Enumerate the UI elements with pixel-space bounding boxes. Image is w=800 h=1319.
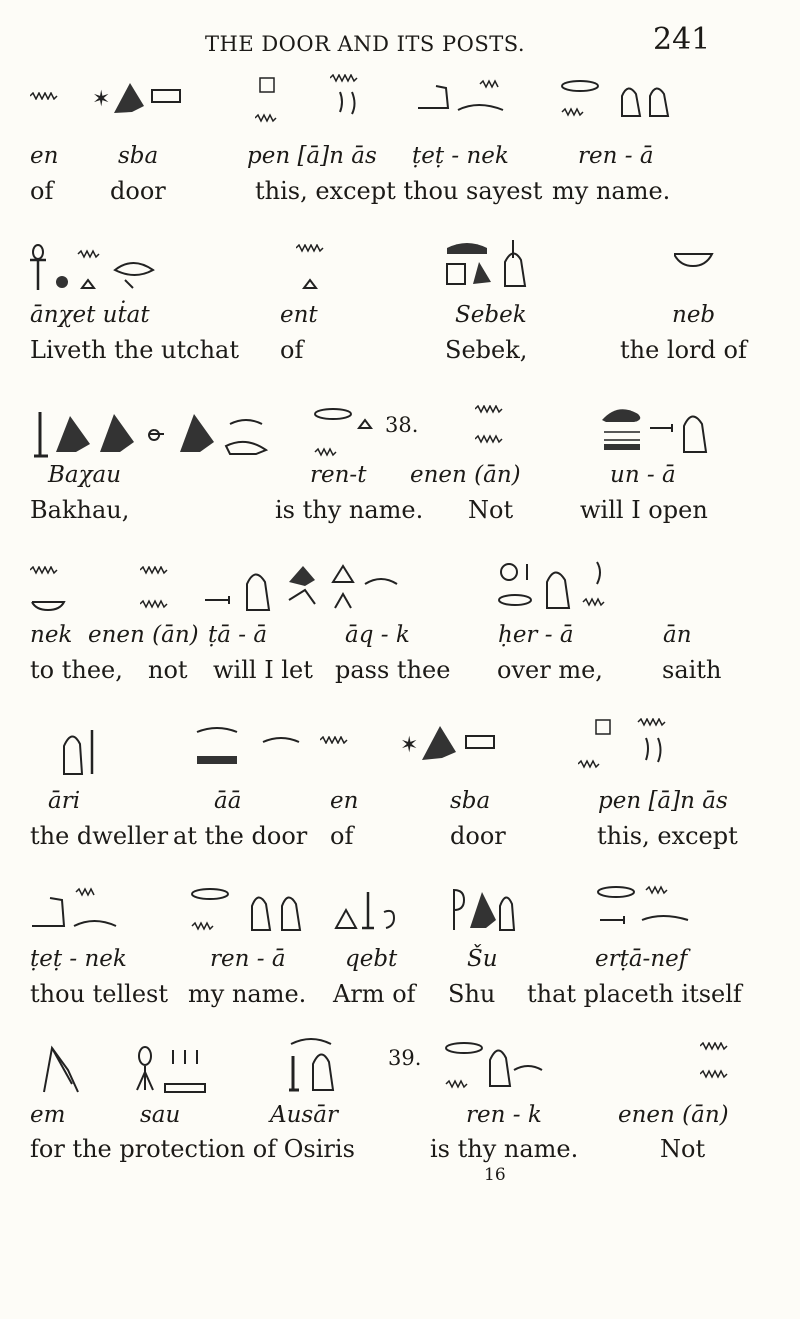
mat-stool-glyph xyxy=(255,76,315,124)
translit-word: en xyxy=(30,143,59,169)
translit-word: ren - ā xyxy=(210,946,286,972)
translit-word: en xyxy=(330,788,359,814)
translation-word: my name. xyxy=(188,980,307,1008)
eye-man-glyph xyxy=(60,722,104,778)
translit-word: ren-t xyxy=(310,462,367,488)
translation-word: to thee, xyxy=(30,656,123,684)
bakhau-glyph-group xyxy=(30,404,270,462)
basket-glyph xyxy=(674,252,714,268)
translit-word: enen (ān) xyxy=(410,462,521,488)
reed-leaf-glyph xyxy=(330,74,380,122)
translation-word: of xyxy=(330,822,354,850)
mouth-man-snake-glyph xyxy=(444,1040,544,1090)
translation-word: saith xyxy=(662,656,722,684)
translation-word: Bakhau, xyxy=(30,496,130,524)
translit-word: ṭeṭ - nek xyxy=(412,143,509,169)
svg-text:✶: ✶ xyxy=(400,733,419,758)
translation-word: that placeth itself xyxy=(527,980,742,1008)
translation-word: of xyxy=(30,177,54,205)
translation-word: door xyxy=(450,822,506,850)
star-bird-door-glyph xyxy=(400,720,500,764)
translit-word: neb xyxy=(672,302,716,328)
translit-word: sba xyxy=(118,143,159,169)
translit-word: pen [ā]n ās xyxy=(598,788,728,814)
translit-word: ren - ā xyxy=(578,143,654,169)
water-basket-glyph xyxy=(30,566,70,612)
translation-word: not xyxy=(148,656,188,684)
translation-word: Shu xyxy=(448,980,496,1008)
translit-word: āq - k xyxy=(345,622,410,648)
translit-word: Šu xyxy=(467,946,498,972)
svg-text:✶: ✶ xyxy=(92,87,111,112)
section-numeral: 38. xyxy=(385,413,419,437)
mat-leaf-glyph xyxy=(578,718,688,770)
translit-word: ānχet uṫat xyxy=(30,302,150,328)
translit-word: erṭā-nef xyxy=(595,946,688,972)
translit-word: Ausār xyxy=(270,1102,338,1128)
face-mouth-man-glyph xyxy=(497,558,617,612)
translation-word: door xyxy=(110,177,166,205)
translit-word: qebt xyxy=(345,946,398,972)
translit-word: enen (ān) xyxy=(618,1102,729,1128)
translation-word: will I open xyxy=(580,496,708,524)
water-bread-glyph xyxy=(296,244,336,292)
arm-board-glyph xyxy=(193,722,313,774)
section-numeral: 39. xyxy=(388,1046,422,1070)
water-ripple-glyph xyxy=(320,736,352,744)
translation-word: at the door xyxy=(173,822,308,850)
crocodile-shrine-glyph xyxy=(443,234,533,292)
translit-word: Sebek xyxy=(455,302,527,328)
translation-word: Not xyxy=(660,1135,706,1163)
translit-word: enen (ān) xyxy=(88,622,199,648)
shu-glyph xyxy=(448,884,518,934)
translation-word: my name. xyxy=(552,177,671,205)
translit-word: pen [ā]n ās xyxy=(247,143,377,169)
translit-word: ṭeṭ - nek xyxy=(30,946,127,972)
translit-word: ren - k xyxy=(466,1102,542,1128)
translation-word: Liveth the utchat xyxy=(30,336,239,364)
translit-word: sau xyxy=(140,1102,181,1128)
translation-word: is thy name. xyxy=(430,1135,579,1163)
mouth-seated-man-glyph xyxy=(190,884,310,934)
translit-word: nek xyxy=(30,622,73,648)
hare-ripples-man-glyph xyxy=(600,400,720,456)
mouth-bread-water-glyph xyxy=(313,406,373,458)
translit-word: āri xyxy=(48,788,81,814)
water-pair-glyph xyxy=(140,566,180,612)
hill-arm-glyph xyxy=(334,884,404,934)
translation-word: the dweller xyxy=(30,822,169,850)
mouth-seated-man-glyph xyxy=(560,76,670,120)
bird-hill-legs-glyph xyxy=(285,560,405,612)
translit-word: sba xyxy=(450,788,491,814)
mouth-water-arm-glyph xyxy=(596,884,706,930)
protection-glyph xyxy=(135,1044,225,1096)
translation-word: over me, xyxy=(497,656,603,684)
hand-seated-man-glyph xyxy=(203,564,273,612)
water-ripple-glyph xyxy=(30,92,60,100)
translit-word: āā xyxy=(214,788,242,814)
translit-word: ḥer - ā xyxy=(498,622,574,648)
translation-word: this, except thou sayest xyxy=(255,177,543,205)
translation-word: the lord of xyxy=(620,336,747,364)
translation-word: is thy name. xyxy=(275,496,424,524)
translation-word: this, except xyxy=(597,822,738,850)
translit-word: ṭā - ā xyxy=(208,622,268,648)
translation-word: Not xyxy=(468,496,514,524)
translit-word: ent xyxy=(280,302,318,328)
translation-word: Arm of xyxy=(333,980,416,1008)
water-pair-glyph xyxy=(700,1042,740,1082)
translation-word: pass thee xyxy=(335,656,451,684)
owl-glyph xyxy=(38,1044,86,1096)
translation-word: for the protection of Osiris xyxy=(30,1135,355,1163)
ankh-eye-glyph xyxy=(30,244,160,294)
translit-word: Baχau xyxy=(48,462,122,488)
hand-snake-glyph xyxy=(30,886,120,932)
translit-word: em xyxy=(30,1102,66,1128)
star-bird-door-glyph xyxy=(92,78,182,118)
translit-word: ān xyxy=(663,622,692,648)
translation-word: Sebek, xyxy=(445,336,528,364)
hand-snake-glyph xyxy=(418,78,508,118)
page-number: 241 xyxy=(653,22,711,57)
water-ripples-glyph xyxy=(475,405,515,453)
signature-mark: 16 xyxy=(484,1165,506,1185)
running-title: THE DOOR AND ITS POSTS. xyxy=(205,32,526,56)
osiris-throne-eye-glyph xyxy=(285,1036,355,1094)
translation-word: of xyxy=(280,336,304,364)
translit-word: un - ā xyxy=(610,462,676,488)
translation-word: thou tellest xyxy=(30,980,168,1008)
translation-word: will I let xyxy=(213,656,313,684)
